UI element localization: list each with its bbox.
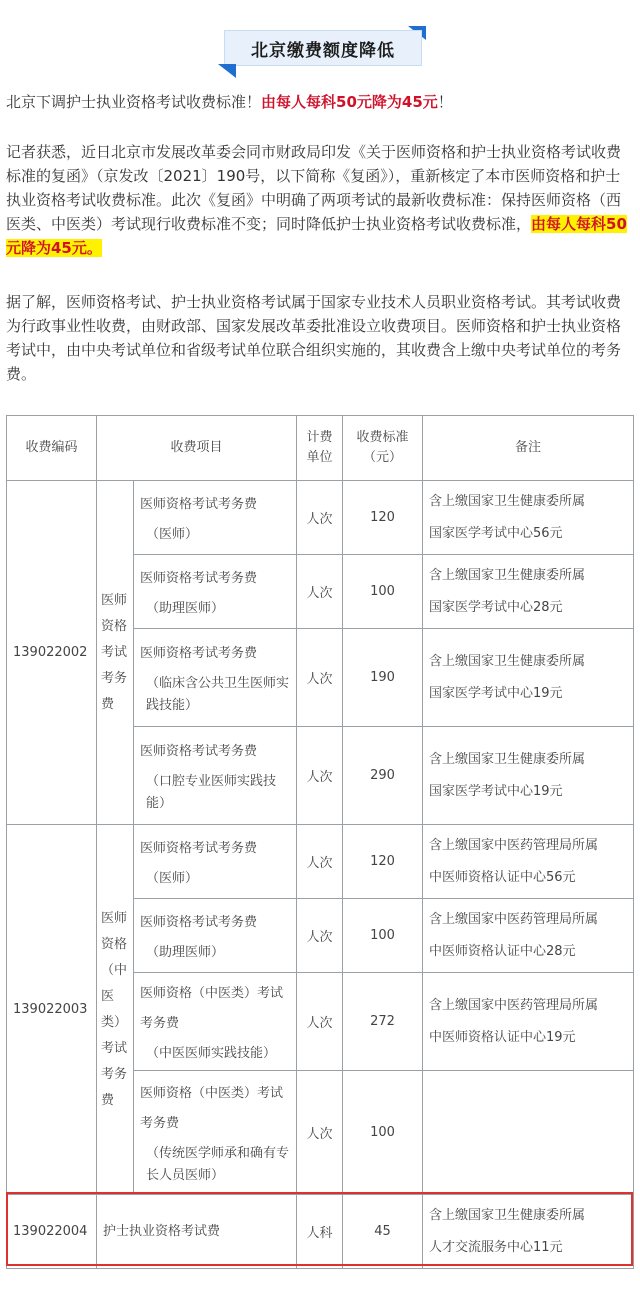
fee-item-sub: （口腔专业医师实践技能） bbox=[146, 773, 277, 811]
header-code: 收费编码 bbox=[7, 416, 97, 481]
news-highlight: 由每人每科50元降为45元。 bbox=[6, 215, 627, 257]
fee-item-label: 医师资格考试考务费 bbox=[140, 496, 258, 512]
table-row bbox=[7, 825, 634, 899]
fee-item-sub: （助理医师） bbox=[146, 944, 225, 960]
fee-item-label: 医师资格考试考务费 bbox=[140, 570, 258, 586]
fee-note bbox=[423, 973, 634, 1071]
fee-note bbox=[423, 899, 634, 973]
fee-code: 139022003 bbox=[7, 825, 97, 1195]
fee-note bbox=[423, 727, 634, 825]
fee-note bbox=[423, 629, 634, 727]
fee-note-line: 国家医学考试中心19元 bbox=[429, 685, 563, 701]
lead-end: ！ bbox=[437, 93, 453, 111]
fee-note bbox=[423, 1195, 634, 1269]
fee-item-label: 医师资格考试考务费 bbox=[140, 645, 258, 661]
fee-category bbox=[97, 825, 134, 1195]
fee-item bbox=[134, 481, 297, 555]
banner-corner-decoration bbox=[218, 64, 236, 78]
fee-note-line: 中医师资格认证中心19元 bbox=[429, 1029, 576, 1045]
fee-note bbox=[423, 825, 634, 899]
title-banner bbox=[216, 24, 426, 72]
fee-item bbox=[134, 629, 297, 727]
fee-note-line: 含上缴国家卫生健康委所属 bbox=[429, 493, 586, 509]
lead-highlight: 由每人每科50元降为45元 bbox=[261, 93, 438, 111]
fee-price: 190 bbox=[343, 629, 423, 727]
fee-code: 139022004 bbox=[7, 1195, 97, 1269]
fee-item-label: 医师资格考试考务费 bbox=[140, 743, 258, 759]
fee-item-sub: （中医医师实践技能） bbox=[146, 1045, 277, 1061]
fee-note-line: 人才交流服务中心11元 bbox=[429, 1239, 563, 1255]
fee-price: 100 bbox=[343, 1071, 423, 1195]
fee-item bbox=[134, 727, 297, 825]
fee-category-label: 医师资格（中医类）考试考务费 bbox=[101, 910, 128, 1108]
fee-note-line: 含上缴国家卫生健康委所属 bbox=[429, 567, 586, 583]
fee-note-line: 国家医学考试中心56元 bbox=[429, 525, 563, 541]
table-row bbox=[7, 481, 634, 555]
fee-item bbox=[134, 899, 297, 973]
fee-table bbox=[6, 415, 634, 1269]
header-item: 收费项目 bbox=[97, 416, 297, 481]
fee-price: 290 bbox=[343, 727, 423, 825]
fee-price: 120 bbox=[343, 825, 423, 899]
fee-unit: 人次 bbox=[297, 1071, 343, 1195]
fee-unit: 人科 bbox=[297, 1195, 343, 1269]
fee-item bbox=[134, 555, 297, 629]
header-unit-label: 计费单位 bbox=[306, 430, 333, 465]
fee-item-label: 医师资格考试考务费 bbox=[140, 840, 258, 856]
fee-note bbox=[423, 555, 634, 629]
fee-price: 100 bbox=[343, 899, 423, 973]
fee-note-line: 国家医学考试中心28元 bbox=[429, 599, 563, 615]
fee-note-line: 国家医学考试中心19元 bbox=[429, 783, 563, 799]
fee-item bbox=[134, 973, 297, 1071]
fee-unit: 人次 bbox=[297, 727, 343, 825]
header-unit bbox=[297, 416, 343, 481]
fee-item-label: 医师资格（中医类）考试考务费 bbox=[140, 985, 284, 1031]
fee-unit: 人次 bbox=[297, 481, 343, 555]
fee-note-line: 含上缴国家卫生健康委所属 bbox=[429, 1207, 586, 1223]
fee-category-label: 医师资格考试考务费 bbox=[101, 592, 128, 712]
fee-price: 100 bbox=[343, 555, 423, 629]
lead-paragraph bbox=[6, 90, 634, 114]
fee-note-line: 中医师资格认证中心56元 bbox=[429, 869, 576, 885]
fee-item bbox=[134, 1071, 297, 1195]
fee-note-line: 中医师资格认证中心28元 bbox=[429, 943, 576, 959]
fee-item-sub: （医师） bbox=[146, 870, 199, 886]
fee-item-label: 医师资格考试考务费 bbox=[140, 914, 258, 930]
lead-text: 北京下调护士执业资格考试收费标准！ bbox=[6, 93, 262, 111]
header-price bbox=[343, 416, 423, 481]
fee-unit: 人次 bbox=[297, 555, 343, 629]
fee-item-sub: （传统医学师承和确有专长人员医师） bbox=[146, 1145, 290, 1183]
fee-note-line: 含上缴国家中医药管理局所属 bbox=[429, 997, 599, 1013]
news-paragraph bbox=[6, 140, 634, 260]
fee-unit: 人次 bbox=[297, 629, 343, 727]
background-text: 据了解，医师资格考试、护士执业资格考试属于国家专业技术人员职业资格考试。其考试收费为行政事业性收费，由财政部、国家发展改革委批准设立收费项目。医师资格和护士执业资格考试中，由中央考试单位和省级考试单位联合组织实施的，其收费含上缴中央考试单位的考务费。 bbox=[6, 293, 622, 383]
fee-price: 120 bbox=[343, 481, 423, 555]
fee-unit: 人次 bbox=[297, 825, 343, 899]
fee-unit: 人次 bbox=[297, 899, 343, 973]
page-title: 北京缴费额度降低 bbox=[224, 30, 422, 66]
fee-note-line: 含上缴国家中医药管理局所属 bbox=[429, 911, 599, 927]
fee-note-line: 含上缴国家卫生健康委所属 bbox=[429, 653, 586, 669]
fee-note bbox=[423, 481, 634, 555]
fee-note bbox=[423, 1071, 634, 1195]
fee-item-sub: （临床含公共卫生医师实践技能） bbox=[146, 675, 290, 713]
fee-item-sub: （助理医师） bbox=[146, 600, 225, 616]
fee-note-line: 含上缴国家卫生健康委所属 bbox=[429, 751, 586, 767]
fee-price: 272 bbox=[343, 973, 423, 1071]
header-price-label: 收费标准（元） bbox=[356, 430, 409, 465]
table-row-nurse bbox=[7, 1195, 634, 1269]
fee-price: 45 bbox=[343, 1195, 423, 1269]
background-paragraph bbox=[6, 290, 634, 386]
fee-note-line: 含上缴国家中医药管理局所属 bbox=[429, 837, 599, 853]
header-note: 备注 bbox=[423, 416, 634, 481]
news-text: 记者获悉，近日北京市发展改革委会同市财政局印发《关于医师资格和护士执业资格考试收费标准的复函》（京发改〔2021〕190号，以下简称《复函》），重新核定了本市医师资格和护士执业资格考试收费标准。此次《复函》中明确了两项考试的最新收费标准：保持医师资格（西医类、中医类）考试现行收费标准不变；同时降低护士执业资格考试收费标准， bbox=[6, 143, 622, 233]
fee-item bbox=[134, 825, 297, 899]
fee-unit: 人次 bbox=[297, 973, 343, 1071]
fee-item-label: 医师资格（中医类）考试考务费 bbox=[140, 1085, 284, 1131]
fee-category bbox=[97, 481, 134, 825]
table-header-row bbox=[7, 416, 634, 481]
fee-item: 护士执业资格考试费 bbox=[97, 1195, 297, 1269]
fee-item-sub: （医师） bbox=[146, 526, 199, 542]
fee-code: 139022002 bbox=[7, 481, 97, 825]
